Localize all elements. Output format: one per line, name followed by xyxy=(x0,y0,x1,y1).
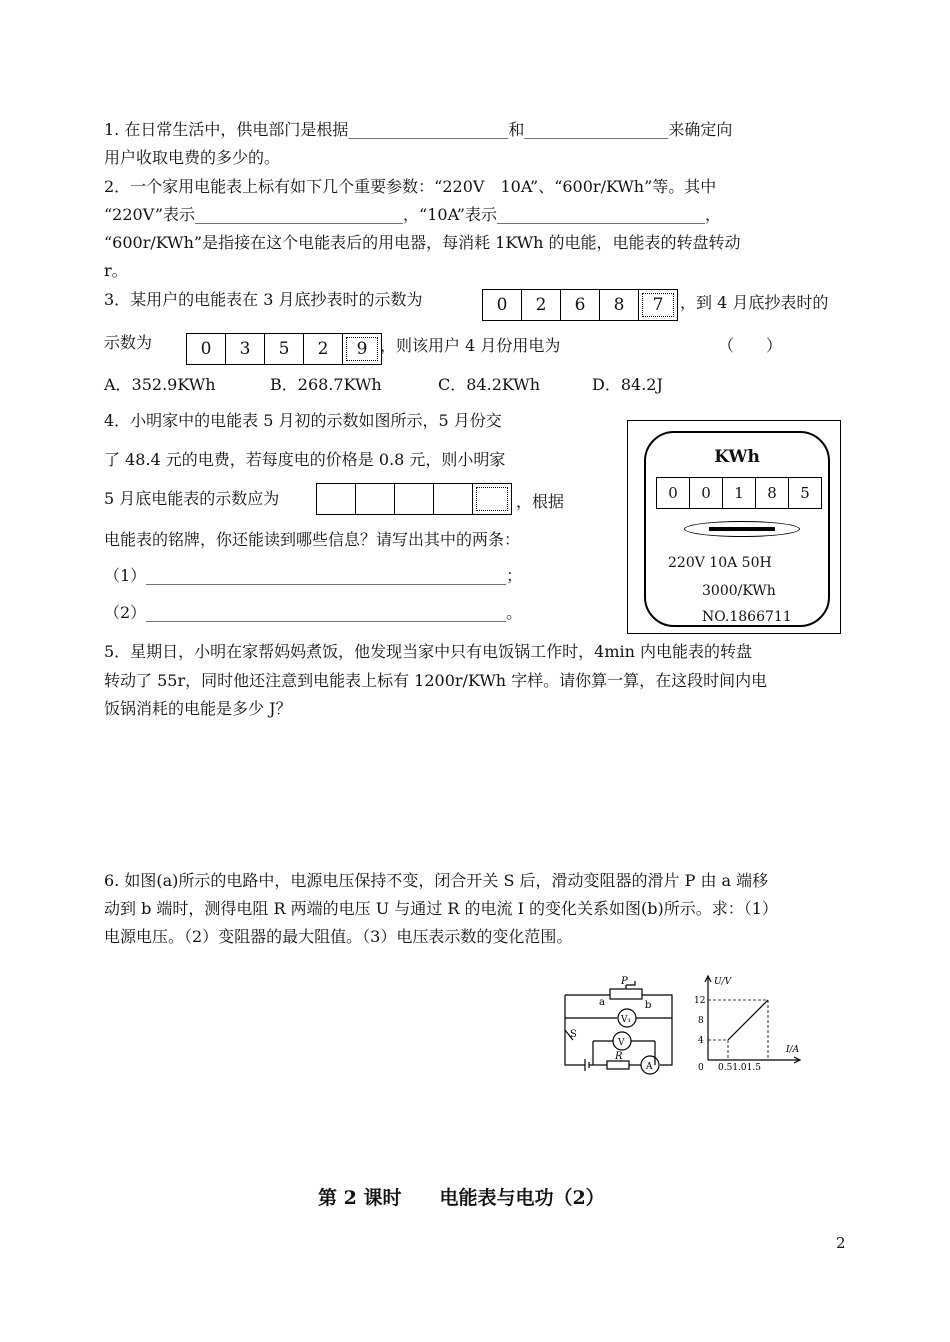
meter-digits xyxy=(656,477,822,509)
digit-decimal: 9 xyxy=(343,334,381,364)
q4-line2: 了 48.4 元的电费，若每度电的价格是 0.8 元，则小明家 xyxy=(104,450,506,469)
label-a-end: a xyxy=(599,997,605,1008)
graph-xticks: 0.51.01.5 xyxy=(718,1063,761,1073)
meter-reading-march xyxy=(482,289,678,321)
graph-ytick-12: 12 xyxy=(694,996,706,1006)
digit: 8 xyxy=(756,478,789,508)
q1-line2: 用户收取电费的多少的。 xyxy=(104,148,281,167)
answer-digit-boxes[interactable] xyxy=(316,483,512,515)
meter-disc xyxy=(684,521,800,537)
ammeter-icon: A xyxy=(646,1062,653,1072)
option-c: C．84.2KWh xyxy=(438,375,541,394)
q4-line3-post: ，根据 xyxy=(516,492,565,511)
electric-meter-figure xyxy=(627,420,841,634)
voltmeter-v1-icon: V₁ xyxy=(621,1015,632,1025)
q3-post1: ，到 4 月底抄表时的 xyxy=(680,293,829,312)
digit: 3 xyxy=(226,334,265,364)
digit: 0 xyxy=(187,334,226,364)
q4-item1: （1）_____________________________________________； xyxy=(104,566,523,585)
digit: 5 xyxy=(265,334,304,364)
meter-unit: KWh xyxy=(714,447,760,467)
graph-xlabel: I/A xyxy=(786,1045,800,1055)
q3-pre1: 3．某用户的电能表在 3 月底抄表时的示数为 xyxy=(104,290,423,309)
digit: 0 xyxy=(483,290,522,320)
graph-origin: 0 xyxy=(698,1063,704,1073)
label-p: P xyxy=(621,976,628,987)
q5-line1: 5．星期日，小明在家帮妈妈煮饭，他发现当家中只有电饭锅工作时，4min 内电能表的转盘 xyxy=(104,642,753,661)
circuit-diagram xyxy=(555,975,680,1075)
digit: 2 xyxy=(304,334,343,364)
q3-post2: ，则该用户 4 月份用电为 xyxy=(380,336,561,355)
q2-line1: 2．一个家用电能表上标有如下几个重要参数：“220V 10A”、“600r/KWh”等。其中 xyxy=(104,177,717,196)
meter-spec: 220V 10A 50H xyxy=(668,555,772,571)
q2-line4: r。 xyxy=(104,261,128,280)
option-b: B．268.7KWh xyxy=(270,375,382,394)
graph-ytick-4: 4 xyxy=(698,1036,704,1046)
meter-reading-april xyxy=(186,333,382,365)
digit: 8 xyxy=(600,290,639,320)
label-b-end: b xyxy=(645,1000,652,1011)
q3-answer-paren: （ ） xyxy=(718,336,783,355)
q6-line1: 6. 如图(a)所示的电路中，电源电压保持不变，闭合开关 S 后，滑动变阻器的滑片 P 由 a 端移 xyxy=(104,871,769,890)
digit-decimal: 7 xyxy=(639,290,677,320)
q3-pre2: 示数为 xyxy=(104,333,153,352)
digit: 5 xyxy=(800,484,810,502)
q4-item2: （2）_____________________________________________。 xyxy=(104,603,523,622)
q2-line2: “220V”表示__________________________，“10A”表示__________________________， xyxy=(104,205,721,224)
q5-line3: 饭锅消耗的电能是多少 J？ xyxy=(104,699,292,718)
digit: 0 xyxy=(690,478,723,508)
q2-line3: “600r/KWh”是指接在这个电能表后的用电器，每消耗 1KWh 的电能，电能表的转盘转动 xyxy=(104,233,741,252)
q6-line3: 电源电压。（2）变阻器的最大阻值。（3）电压表示数的变化范围。 xyxy=(104,927,573,946)
switch-label: S xyxy=(570,1029,577,1040)
digit: 2 xyxy=(522,290,561,320)
voltmeter-v-icon: V xyxy=(618,1038,625,1048)
section-title: 第 2 课时 电能表与电功（2） xyxy=(318,1187,605,1209)
q4-line1: 4．小明家中的电能表 5 月初的示数如图所示，5 月份交 xyxy=(104,411,502,430)
meter-body xyxy=(644,431,830,627)
meter-rate: 3000/KWh xyxy=(702,583,776,599)
q1-line1: 1. 在日常生活中，供电部门是根据____________________和__________________来确定向 xyxy=(104,120,733,139)
q4-line4: 电能表的铭牌，你还能读到哪些信息？请写出其中的两条： xyxy=(104,530,521,549)
meter-serial: NO.1866711 xyxy=(702,609,792,625)
option-d: D．84.2J xyxy=(592,375,663,394)
digit: 0 xyxy=(657,478,690,508)
q5-line2: 转动了 55r，同时他还注意到电能表上标有 1200r/KWh 字样。请你算一算，在这段时间内电 xyxy=(104,671,768,690)
digit: 1 xyxy=(723,478,756,508)
q4-line3-pre: 5 月底电能表的示数应为 xyxy=(104,489,280,508)
graph-ytick-8: 8 xyxy=(698,1016,704,1026)
graph-ylabel: U/V xyxy=(714,977,732,987)
page-number: 2 xyxy=(836,1234,846,1252)
resistor-label: R xyxy=(615,1051,623,1062)
digit: 6 xyxy=(561,290,600,320)
option-a: A．352.9KWh xyxy=(104,375,216,394)
u-i-graph xyxy=(690,972,810,1074)
q6-line2: 动到 b 端时，测得电阻 R 两端的电压 U 与通过 R 的电流 I 的变化关系如图(b)所示。求：（1） xyxy=(104,899,778,918)
